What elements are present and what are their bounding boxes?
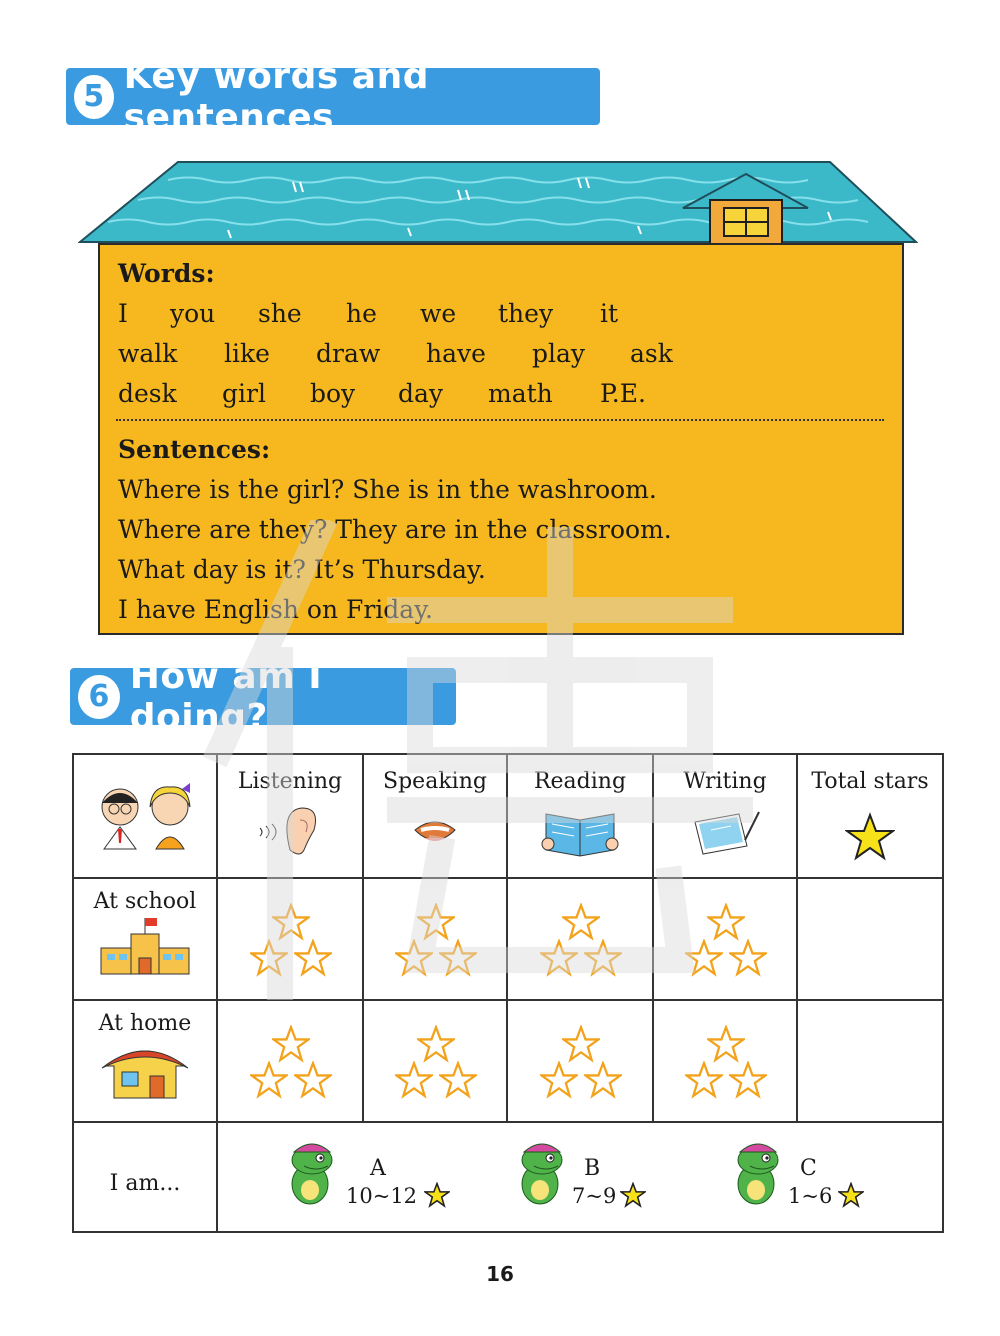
outline-star-icon[interactable] [707,903,745,941]
outline-star-icon[interactable] [395,939,433,977]
column-header: Reading [533,769,627,794]
words-label: Words: [118,259,215,288]
grade-c [728,1140,833,1210]
word: boy [310,379,356,408]
outline-star-icon[interactable] [729,939,767,977]
outline-stars[interactable] [395,903,475,983]
kids-cell [73,754,217,878]
column-header: Speaking [383,769,487,794]
outline-star-icon[interactable] [250,1061,288,1099]
mouth-icon [395,800,475,860]
word: desk [118,379,177,408]
total-stars-cell[interactable] [797,1000,943,1122]
grade-letter: A [370,1156,386,1181]
home-icon [100,1036,190,1102]
section-5-header [66,55,600,138]
outline-stars[interactable] [685,1025,765,1105]
stars-cell[interactable] [507,878,653,1000]
gold-star-icon [620,1182,646,1208]
row-at-school [73,878,217,1000]
col-speaking [363,754,507,878]
word: have [426,339,486,368]
outline-star-icon[interactable] [584,1061,622,1099]
roof-illustration [78,160,918,250]
outline-star-icon[interactable] [417,1025,455,1063]
col-writing [653,754,797,878]
word: they [498,299,554,328]
word: it [600,299,619,328]
outline-star-icon[interactable] [439,1061,477,1099]
section-6-header [70,655,456,738]
grade-a [282,1140,418,1210]
grade-range: 10~12 [346,1184,418,1208]
outline-stars[interactable] [540,903,620,983]
outline-star-icon[interactable] [250,939,288,977]
ear-icon [250,800,330,860]
row-i-am [73,1122,217,1232]
outline-stars[interactable] [540,1025,620,1105]
dinosaur-icon [282,1140,342,1210]
row-header: I am... [109,1171,181,1196]
outline-stars[interactable] [250,1025,330,1105]
row-header: At home [98,1011,192,1036]
grade-b [512,1140,617,1210]
stars-cell[interactable] [507,1000,653,1122]
outline-star-icon[interactable] [540,1061,578,1099]
col-reading [507,754,653,878]
outline-star-icon[interactable] [395,1061,433,1099]
stars-cell[interactable] [363,878,507,1000]
grade-letter: C [800,1156,817,1181]
outline-stars[interactable] [685,903,765,983]
outline-star-icon[interactable] [685,1061,723,1099]
tablet-icon [685,800,765,860]
outline-star-icon[interactable] [562,903,600,941]
outline-star-icon[interactable] [294,1061,332,1099]
outline-star-icon[interactable] [417,903,455,941]
stars-cell[interactable] [363,1000,507,1122]
sentence: I have English on Friday. [118,595,433,624]
word: we [420,299,457,328]
gold-star-icon [838,1182,864,1208]
outline-star-icon[interactable] [294,939,332,977]
school-icon [95,914,195,978]
gold-star-icon [845,812,895,862]
word: walk [118,339,178,368]
word: you [170,299,216,328]
word: draw [316,339,381,368]
outline-star-icon[interactable] [707,1025,745,1063]
column-header: Listening [237,769,343,794]
outline-star-icon[interactable] [272,1025,310,1063]
word: play [532,339,586,368]
stars-cell[interactable] [217,878,363,1000]
col-listening [217,754,363,878]
word: math [488,379,553,408]
column-header: Writing [683,769,767,794]
word: ask [630,339,673,368]
section-title: How am I doing? [129,655,323,738]
col-total-stars [797,754,943,878]
page-number: 16 [486,1262,514,1286]
word: like [224,339,270,368]
section-number: 5 [74,75,114,119]
column-header: Total stars [811,769,929,794]
outline-star-icon[interactable] [729,1061,767,1099]
stars-cell[interactable] [217,1000,363,1122]
outline-star-icon[interactable] [562,1025,600,1063]
book-icon [540,800,620,860]
row-at-home [73,1000,217,1122]
word: girl [222,379,266,408]
sentence: Where are they? They are in the classroom. [118,515,672,544]
outline-star-icon[interactable] [439,939,477,977]
outline-star-icon[interactable] [540,939,578,977]
outline-star-icon[interactable] [584,939,622,977]
stars-cell[interactable] [653,1000,797,1122]
kids-icon [90,777,200,857]
word: I [118,299,128,328]
section-title: Key words and sentences [123,55,429,138]
grade-letter: B [584,1156,601,1181]
dinosaur-icon [728,1140,788,1210]
outline-star-icon[interactable] [685,939,723,977]
word: he [346,299,377,328]
word: day [398,379,444,408]
grade-range: 7~9 [572,1184,617,1208]
dotted-divider [116,419,884,421]
key-words-box [98,243,904,635]
outline-stars[interactable] [395,1025,475,1105]
word: P.E. [600,379,646,408]
stars-cell[interactable] [653,878,797,1000]
outline-stars[interactable] [250,903,330,983]
word: she [258,299,302,328]
sentence: What day is it? It’s Thursday. [118,555,486,584]
gold-star-icon [424,1182,450,1208]
sentence: Where is the girl? She is in the washroom. [118,475,657,504]
total-stars-cell[interactable] [797,878,943,1000]
row-header: At school [93,889,197,914]
sentences-label: Sentences: [118,435,271,464]
dinosaur-icon [512,1140,572,1210]
section-number: 6 [78,675,120,719]
outline-star-icon[interactable] [272,903,310,941]
grade-range: 1~6 [788,1184,833,1208]
